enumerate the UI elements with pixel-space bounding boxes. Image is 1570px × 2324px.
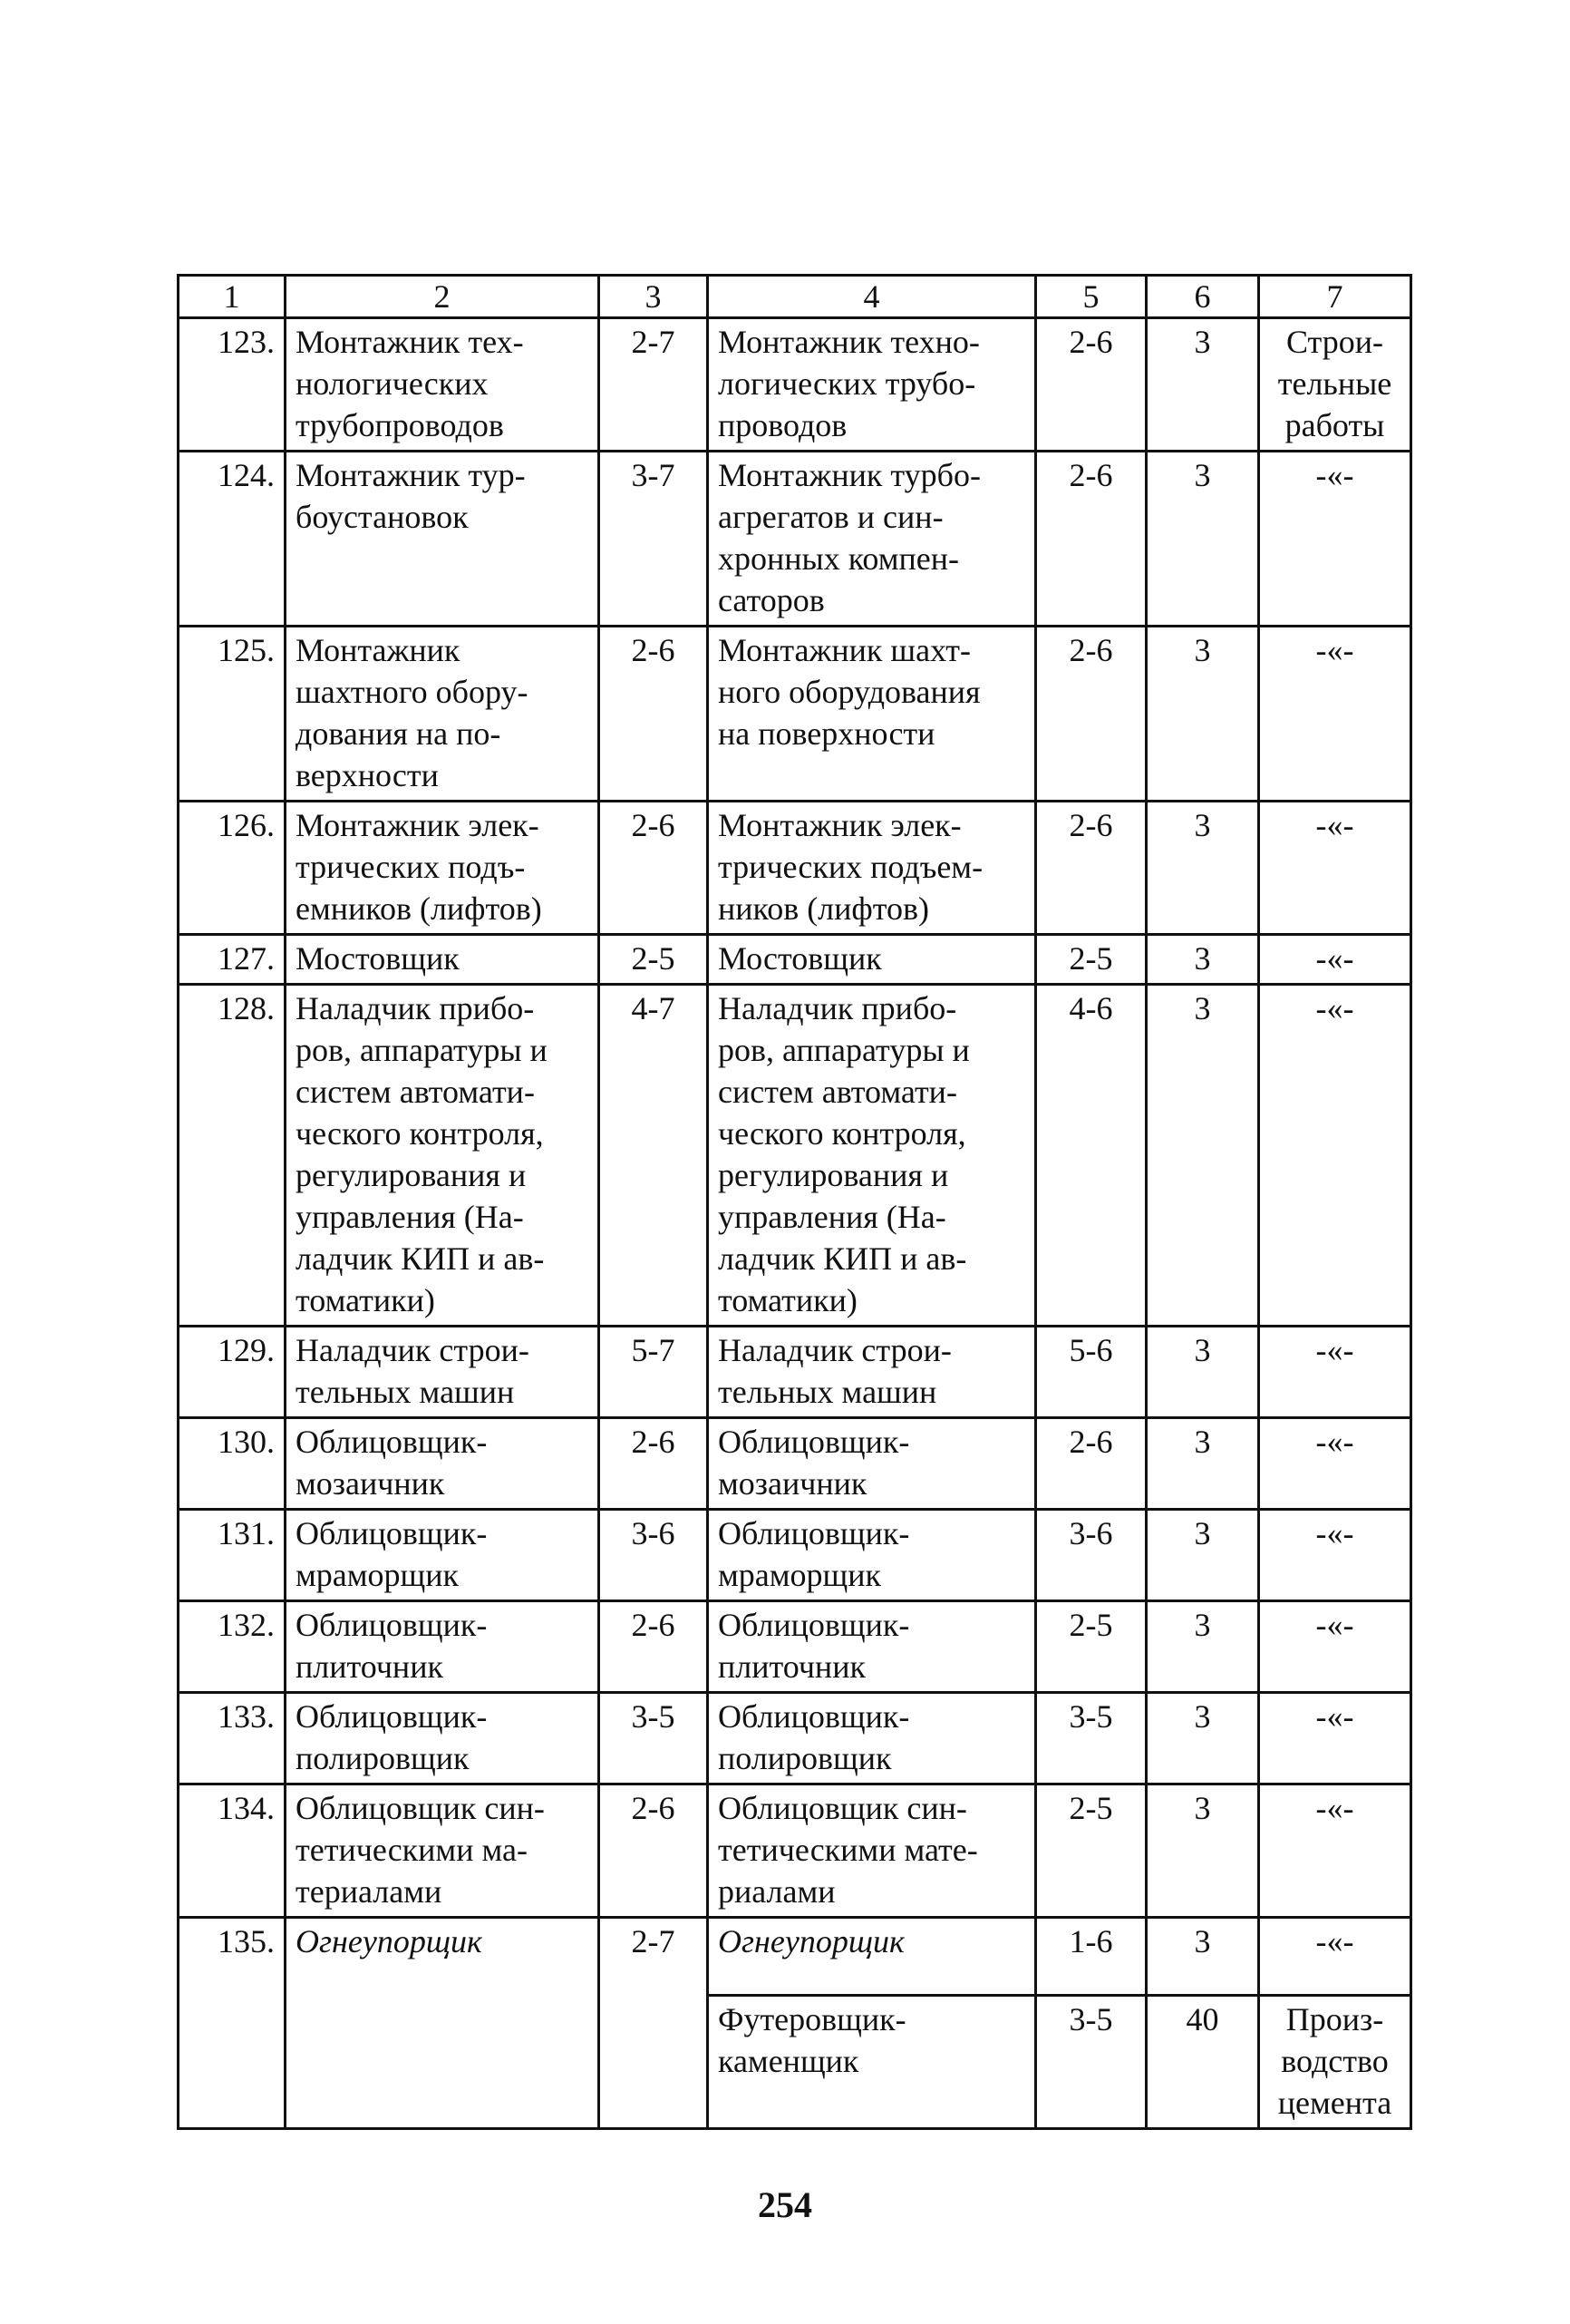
row-number: 125. [179, 627, 286, 802]
column-6-value: 3 [1147, 1327, 1259, 1418]
row-number: 123. [179, 318, 286, 452]
grade-range-old: 2-5 [599, 935, 708, 985]
industry-note: -«- [1259, 985, 1411, 1327]
grade-range-new: 2-5 [1036, 1784, 1147, 1918]
column-6-value: 3 [1147, 802, 1259, 935]
grade-range-old: 2-7 [599, 1918, 708, 2129]
table-row [179, 935, 1411, 985]
column-6-value: 3 [1147, 1601, 1259, 1693]
column-6-value: 3 [1147, 627, 1259, 802]
grade-range-old: 2-6 [599, 627, 708, 802]
table-header-row [179, 276, 1411, 318]
industry-note: -«- [1259, 627, 1411, 802]
grade-range-new: 2-6 [1036, 318, 1147, 452]
profession-old: Облицовщик- полировщик [286, 1693, 599, 1784]
profession-old: Мостовщик [286, 935, 599, 985]
table-row [179, 985, 1411, 1327]
row-number: 134. [179, 1784, 286, 1918]
industry-note: -«- [1259, 1601, 1411, 1693]
profession-old: Монтажник тур- боустановок [286, 452, 599, 627]
row-number: 126. [179, 802, 286, 935]
table-row [179, 1327, 1411, 1418]
profession-old: Огнеупорщик [286, 1918, 599, 2129]
table-row [179, 802, 1411, 935]
industry-note: -«- [1259, 1918, 1411, 1996]
column-6-value: 3 [1147, 985, 1259, 1327]
column-6-value: 3 [1147, 1693, 1259, 1784]
profession-new: Облицовщик- плиточник [708, 1601, 1036, 1693]
industry-note: -«- [1259, 1784, 1411, 1918]
profession-new: Облицовщик- мраморщик [708, 1510, 1036, 1601]
profession-old: Облицовщик син- тетическими ма- териалами [286, 1784, 599, 1918]
table-row [179, 1784, 1411, 1918]
column-6-value: 3 [1147, 935, 1259, 985]
grade-range-new: 1-6 [1036, 1918, 1147, 1996]
grade-range-old: 2-7 [599, 318, 708, 452]
row-number: 124. [179, 452, 286, 627]
row-number: 131. [179, 1510, 286, 1601]
column-6-value: 3 [1147, 1418, 1259, 1510]
grade-range-new: 2-5 [1036, 1601, 1147, 1693]
grade-range-new: 5-6 [1036, 1327, 1147, 1418]
grade-range-old: 3-5 [599, 1693, 708, 1784]
profession-old: Наладчик строи- тельных машин [286, 1327, 599, 1418]
profession-new: Наладчик прибо- ров, аппаратуры и систем автомати- ческого контроля, регулирования и управления (На- ладчик КИП и ав- томатики) [708, 985, 1036, 1327]
industry-note: Произ- водство цемента [1259, 1996, 1411, 2129]
profession-old: Монтажник тех- нологических трубопроводов [286, 318, 599, 452]
industry-note: -«- [1259, 1327, 1411, 1418]
row-number: 133. [179, 1693, 286, 1784]
header-cell: 4 [708, 276, 1036, 318]
header-cell: 2 [286, 276, 599, 318]
grade-range-old: 2-6 [599, 1784, 708, 1918]
grade-range-old: 4-7 [599, 985, 708, 1327]
row-number: 130. [179, 1418, 286, 1510]
profession-new: Облицовщик син- тетическими мате- риалами [708, 1784, 1036, 1918]
profession-new: Монтажник турбо- агрегатов и син- хронных компен- саторов [708, 452, 1036, 627]
page-number: 254 [758, 2184, 812, 2225]
profession-new: Мостовщик [708, 935, 1036, 985]
table-row [179, 1601, 1411, 1693]
row-number: 127. [179, 935, 286, 985]
profession-old: Монтажник элек- трических подъ- емников (лифтов) [286, 802, 599, 935]
industry-note: -«- [1259, 1418, 1411, 1510]
grade-range-old: 5-7 [599, 1327, 708, 1418]
profession-old: Облицовщик- плиточник [286, 1601, 599, 1693]
table-row [179, 1418, 1411, 1510]
grade-range-new: 2-6 [1036, 802, 1147, 935]
profession-new: Облицовщик- полировщик [708, 1693, 1036, 1784]
grade-range-new: 2-6 [1036, 627, 1147, 802]
grade-range-new: 2-5 [1036, 935, 1147, 985]
table-row [179, 627, 1411, 802]
table-row [179, 1510, 1411, 1601]
profession-old: Облицовщик- мраморщик [286, 1510, 599, 1601]
grade-range-old: 2-6 [599, 1418, 708, 1510]
profession-table [177, 274, 1412, 2130]
industry-note: -«- [1259, 452, 1411, 627]
profession-new: Наладчик строи- тельных машин [708, 1327, 1036, 1418]
header-cell: 1 [179, 276, 286, 318]
grade-range-old: 3-7 [599, 452, 708, 627]
industry-note: -«- [1259, 1510, 1411, 1601]
profession-new: Огнеупорщик [708, 1918, 1036, 1996]
industry-note: -«- [1259, 935, 1411, 985]
profession-old: Облицовщик- мозаичник [286, 1418, 599, 1510]
profession-new: Монтажник элек- трических подъем- ников (лифтов) [708, 802, 1036, 935]
grade-range-new: 2-6 [1036, 452, 1147, 627]
column-6-value: 3 [1147, 318, 1259, 452]
industry-note: -«- [1259, 1693, 1411, 1784]
grade-range-new: 2-6 [1036, 1418, 1147, 1510]
header-cell: 3 [599, 276, 708, 318]
row-number: 129. [179, 1327, 286, 1418]
header-cell: 6 [1147, 276, 1259, 318]
profession-new: Футеровщик- каменщик [708, 1996, 1036, 2129]
profession-old: Наладчик прибо- ров, аппаратуры и систем автомати- ческого контроля, регулирования и управления (На- ладчик КИП и ав- томатики) [286, 985, 599, 1327]
industry-note: -«- [1259, 802, 1411, 935]
column-6-value: 3 [1147, 452, 1259, 627]
profession-new: Облицовщик- мозаичник [708, 1418, 1036, 1510]
row-number: 128. [179, 985, 286, 1327]
grade-range-new: 3-5 [1036, 1693, 1147, 1784]
column-6-value: 40 [1147, 1996, 1259, 2129]
table-row [179, 452, 1411, 627]
column-6-value: 3 [1147, 1784, 1259, 1918]
industry-note: Строи- тельные работы [1259, 318, 1411, 452]
column-6-value: 3 [1147, 1510, 1259, 1601]
table-row [179, 1918, 1411, 1996]
grade-range-old: 3-6 [599, 1510, 708, 1601]
table-row [179, 1693, 1411, 1784]
profession-old: Монтажник шахтного обору- дования на по- верхности [286, 627, 599, 802]
header-cell: 7 [1259, 276, 1411, 318]
grade-range-new: 3-5 [1036, 1996, 1147, 2129]
profession-new: Монтажник техно- логических трубо- проводов [708, 318, 1036, 452]
row-number: 135. [179, 1918, 286, 2129]
row-number: 132. [179, 1601, 286, 1693]
header-cell: 5 [1036, 276, 1147, 318]
profession-new: Монтажник шахт- ного оборудования на поверхности [708, 627, 1036, 802]
grade-range-old: 2-6 [599, 802, 708, 935]
column-6-value: 3 [1147, 1918, 1259, 1996]
grade-range-old: 2-6 [599, 1601, 708, 1693]
table-row [179, 318, 1411, 452]
grade-range-new: 3-6 [1036, 1510, 1147, 1601]
grade-range-new: 4-6 [1036, 985, 1147, 1327]
